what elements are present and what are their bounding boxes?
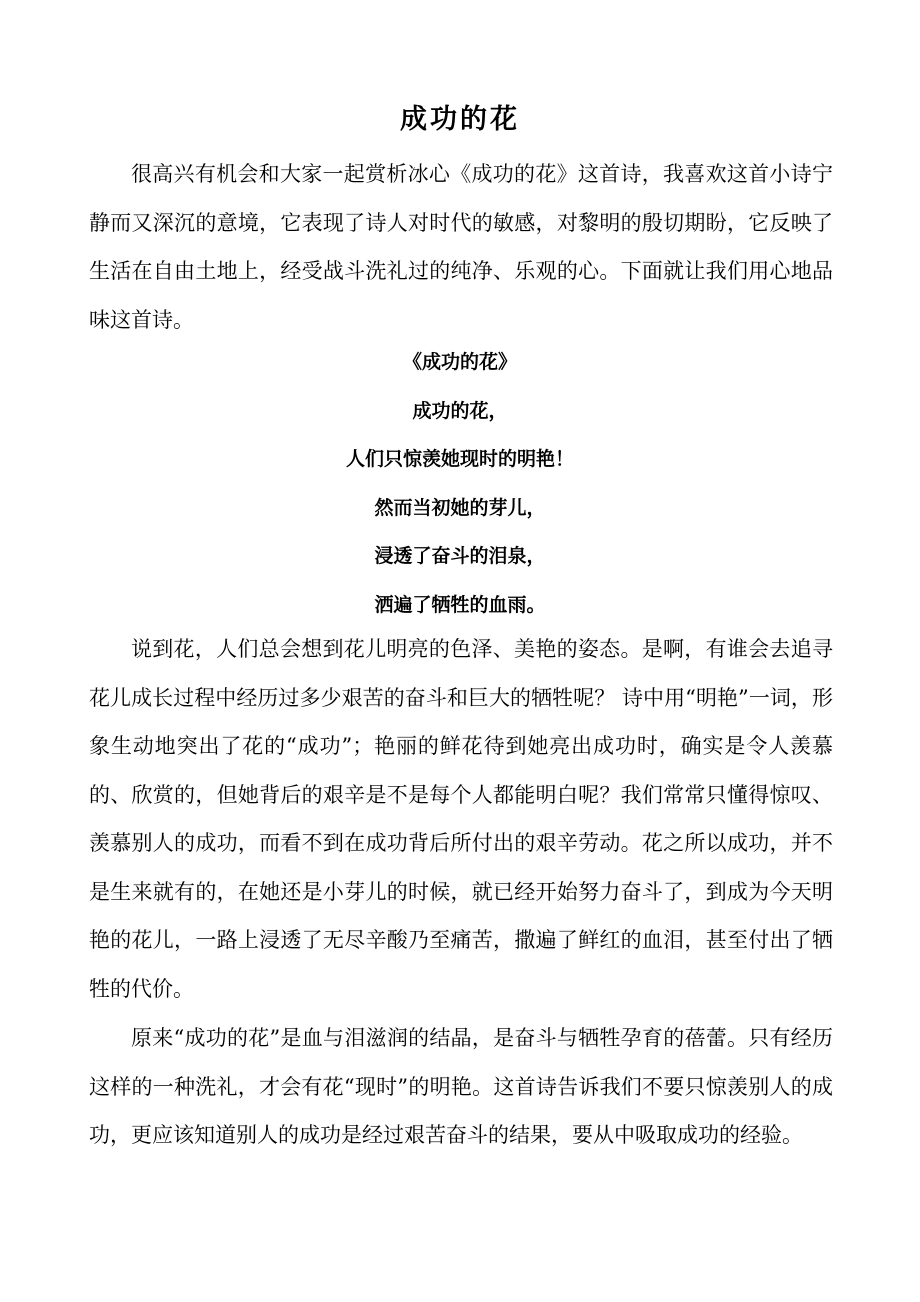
- poem-line-4: 浸透了奋斗的泪泉，: [374, 545, 546, 567]
- conclusion-paragraph: 原来“成功的花”是血与泪滋润的结晶，是奋斗与牺牲孕育的蓓蕾。只有经历这样的一种洗礼，才会有花“现时”的明艳。这首诗告诉我们不要只惊羡别人的成功，更应该知道别人的成功是经过艰苦奋斗的结果，要从中吸取成功的经验。: [89, 1026, 833, 1147]
- poem-title: 《成功的花》: [402, 351, 517, 373]
- poem-line-2: 人们只惊羡她现时的明艳！: [345, 448, 574, 470]
- page-title: 成功的花: [400, 104, 520, 135]
- analysis-paragraph: 说到花，人们总会想到花儿明亮的色泽、美艳的姿态。是啊，有谁会去追寻花儿成长过程中经历过多少艰苦的奋斗和巨大的牺牲呢？ 诗中用“明艳”一词，形象生动地突出了花的“成功”；艳丽的鲜花待到她亮出成功时，确实是令人羡慕的、欣赏的，但她背后的艰辛是不是每个人都能明白呢？我们常常只懂得惊叹、羡慕别人的成功，而看不到在成功背后所付出的艰辛劳动。花之所以成功，并不是生来就有的，在她还是小芽儿的时候，就已经开始努力奋斗了，到成为今天明艳的花儿，一路上浸透了无尽辛酸乃至痛苦，撒遍了鲜红的血泪，甚至付出了牺牲的代价。: [89, 637, 833, 1001]
- poem-line-1: 成功的花，: [412, 400, 508, 422]
- intro-paragraph: 很高兴有机会和大家一起赏析冰心《成功的花》这首诗，我喜欢这首小诗宁静而又深沉的意境，它表现了诗人对时代的敏感，对黎明的殷切期盼，它反映了生活在自由土地上，经受战斗洗礼过的纯净、乐观的心。下面就让我们用心地品味这首诗。: [89, 162, 833, 332]
- poem-line-3: 然而当初她的芽儿，: [374, 497, 546, 519]
- poem-line-5: 洒遍了牺牲的血雨。: [374, 594, 546, 616]
